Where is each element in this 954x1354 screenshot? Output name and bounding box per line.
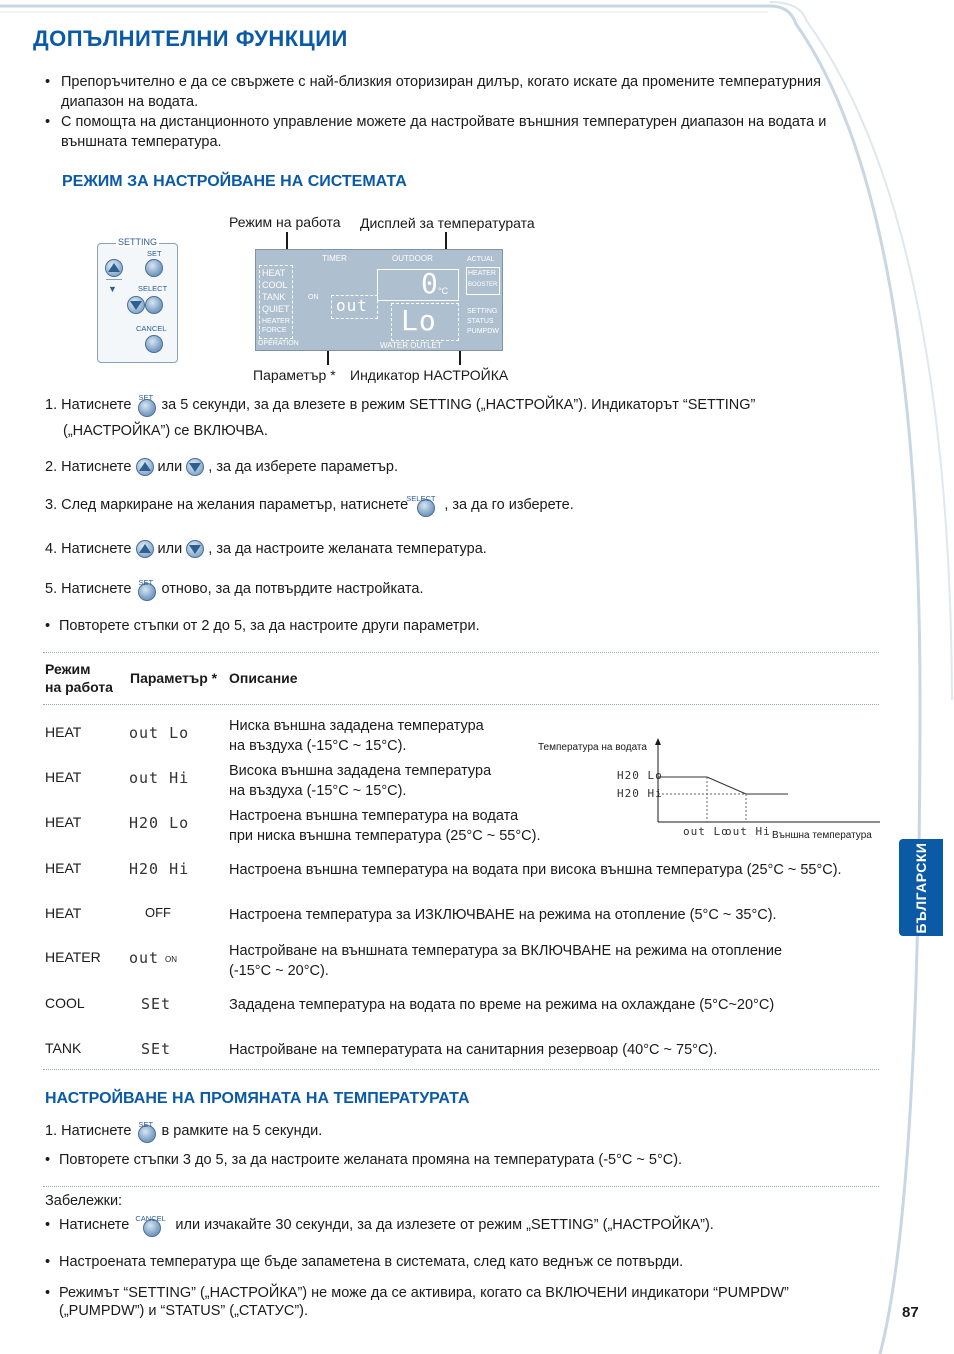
- repeat-note: • Повторете стъпки от 2 до 5, за да настроите други параметри.: [45, 618, 480, 634]
- divider: [43, 652, 879, 653]
- down-button-icon[interactable]: [186, 458, 204, 476]
- set-caption: SET: [138, 1120, 154, 1129]
- row-desc: Настройване на температурата на санитарния резервоар (40°C ~ 75°C).: [229, 1042, 718, 1058]
- lcd-heat: HEAT: [262, 268, 286, 278]
- lcd-actual: ACTUAL: [467, 256, 495, 263]
- lcd-heater: HEATER: [262, 318, 290, 325]
- table-header-mode: Режим на работа: [45, 661, 113, 695]
- callout-mode: Режим на работа: [229, 214, 341, 230]
- cancel-caption: CANCEL: [135, 1214, 166, 1223]
- lcd-water-outlet: WATER OUTLET: [380, 341, 442, 350]
- note-1: • Натиснете CANCEL или изчакайте 30 секунди, за да излезете от режим „SETTING” („НАСТРОЙКА”).: [45, 1212, 714, 1238]
- mini-chart-x-tick: out Hi: [725, 825, 771, 838]
- lcd-outdoor: OUTDOOR: [392, 254, 433, 263]
- row-desc: Ниска външна зададена температура на въздуха (-15°C ~ 15°C).: [229, 718, 484, 754]
- row-desc: Настройване на външната температура за ВКЛЮЧВАНЕ на режима на отопление (-15°C ~ 20°C).: [229, 943, 783, 979]
- mini-chart-x-tick: out Lo: [683, 825, 729, 838]
- up-button-icon[interactable]: [136, 540, 154, 558]
- table-header-param: Параметър *: [130, 670, 218, 686]
- lcd-on: ON: [308, 294, 319, 301]
- lcd-param-segment: out: [336, 296, 368, 315]
- down-arrow-mark: ▼: [108, 284, 117, 294]
- row-param: OFF: [145, 905, 171, 920]
- row-mode: HEAT: [45, 814, 82, 830]
- lcd-pumpdw: PUMPDW: [467, 328, 499, 335]
- page-number: 87: [902, 1304, 919, 1321]
- step-3: 3. След маркиране на желания параметър, натиснете SELECT , за да го изберете.: [45, 492, 574, 518]
- callout-temp-display: Дисплей за температурата: [360, 215, 535, 231]
- language-tab-label: БЪЛГАРСКИ: [913, 842, 929, 933]
- note-3: • Режимът “SETTING” („НАСТРОЙКА”) не може да се активира, когато са ВКЛЮЧЕНИ индикатори “PUMPDW” („PUMPDW”) и “STATUS” („СТАТУС”).: [45, 1285, 789, 1319]
- row-mode: HEAT: [45, 724, 82, 740]
- step-1: 1. Натиснете SET за 5 секунди, за да влезете в режим SETTING („НАСТРОЙКА”). Индикаторът “SETTING” („НАСТРОЙКА”) се ВКЛЮЧВА.: [45, 392, 845, 444]
- mini-chart: [535, 736, 880, 846]
- row-desc: Настроена температура за ИЗКЛЮЧВАНЕ на режима на отопление (5°C ~ 35°C).: [229, 907, 777, 923]
- lcd-temp-segment: 0: [421, 267, 439, 300]
- lcd-temp-box: [377, 269, 459, 301]
- remote-cancel-label: CANCEL: [136, 324, 167, 333]
- mini-chart-y-title: Температура на водата: [538, 742, 647, 753]
- shift-step-1: 1. Натиснете SET в рамките на 5 секунди.: [45, 1118, 322, 1144]
- row-desc: Висока външна зададена температура на въздуха (-15°C ~ 15°C).: [229, 763, 492, 799]
- row-desc: Настроена външна температура на водата при висока външна температура (25°C ~ 55°C).: [229, 862, 842, 878]
- row-mode: COOL: [45, 995, 85, 1011]
- mini-chart-x-title: Външна температура: [772, 830, 872, 841]
- intro-item: • С помощта на дистанционното управление можете да настройвате външния температурен диапазон на водата и външната температура.: [45, 114, 827, 150]
- row-mode: HEAT: [45, 769, 82, 785]
- row-param-sub: ON: [165, 955, 177, 964]
- shift-section-heading: НАСТРОЙВАНЕ НА ПРОМЯНАТА НА ТЕМПЕРАТУРАТА: [45, 1090, 470, 1107]
- row-param: H20 Lo: [129, 814, 190, 832]
- mini-chart-y-tick: H20 Hi: [617, 787, 663, 800]
- remote-setting-label: SETTING: [118, 237, 158, 247]
- step-5: 5. Натиснете SET отново, за да потвърдите настройката.: [45, 576, 424, 602]
- lcd-cool: COOL: [262, 280, 288, 290]
- row-param: out: [129, 949, 160, 967]
- lcd-operation: OPERATION: [258, 340, 299, 347]
- row-mode: HEATER: [45, 949, 101, 965]
- lcd-unit: °C: [438, 286, 449, 296]
- set-caption: SET: [138, 578, 154, 587]
- lcd-tank: TANK: [262, 292, 286, 302]
- divider: [43, 704, 879, 705]
- callout-indicator: Индикатор НАСТРОЙКА: [350, 367, 509, 383]
- row-param: H20 Hi: [129, 860, 190, 878]
- table-header-desc: Описание: [229, 670, 298, 686]
- row-mode: HEAT: [45, 860, 82, 876]
- row-desc: Настроена външна температура на водата при ниска външна температура (25°C ~ 55°C).: [229, 808, 541, 844]
- set-caption: SET: [138, 393, 154, 402]
- lcd-setting: SETTING: [467, 308, 498, 315]
- row-mode: TANK: [45, 1040, 82, 1056]
- note-2: • Настроената температура ще бъде запаметена в системата, след като веднъж се потвърди.: [45, 1254, 684, 1270]
- lcd-timer: TIMER: [322, 254, 347, 263]
- lcd-display: [255, 249, 503, 351]
- row-mode: HEAT: [45, 905, 82, 921]
- row-desc: Зададена температура на водата по време на режима на охлаждане (5°C~20°C): [229, 997, 775, 1013]
- lcd-booster: BOOSTER: [468, 282, 498, 288]
- remote-set-label: SET: [147, 249, 162, 258]
- callout-parameter: Параметър *: [253, 367, 336, 383]
- select-caption: SELECT: [406, 494, 436, 503]
- row-param: out Hi: [129, 769, 190, 787]
- language-tab: [899, 839, 943, 936]
- divider: [43, 1069, 879, 1070]
- up-button-icon[interactable]: [136, 458, 154, 476]
- lcd-booster-heater: HEATER: [468, 270, 496, 277]
- lcd-value-segment: Lo: [401, 304, 437, 337]
- step-4: 4. Натиснете или , за да настроите желаната температура.: [45, 540, 487, 557]
- step-2: 2. Натиснете или , за да изберете параметър.: [45, 458, 399, 475]
- page-title: ДОПЪЛНИТЕЛНИ ФУНКЦИИ: [33, 26, 348, 51]
- down-button-icon[interactable]: [186, 540, 204, 558]
- lcd-force: FORCE: [262, 327, 287, 334]
- row-param: SEt: [141, 1040, 172, 1058]
- mini-chart-y-tick: H20 Lo: [617, 769, 663, 782]
- row-param: SEt: [141, 995, 172, 1013]
- divider: [43, 1186, 879, 1187]
- mini-chart-plot: [535, 736, 880, 846]
- lcd-status: STATUS: [467, 318, 494, 325]
- lcd-quiet: QUIET: [262, 304, 290, 314]
- intro-item: • Препоръчително е да се свържете с най-близкия оторизиран дилър, когато искате да промените температурния диапазон на водата.: [45, 74, 821, 110]
- notes-title: Забележки:: [45, 1193, 123, 1209]
- shift-repeat-note: • Повторете стъпки 3 до 5, за да настроите желаната промяна на температурата (-5°C ~ 5°C).: [45, 1152, 683, 1168]
- system-section-heading: РЕЖИМ ЗА НАСТРОЙВАНЕ НА СИСТЕМАТА: [62, 173, 407, 190]
- row-param: out Lo: [129, 724, 190, 742]
- remote-select-label: SELECT: [138, 284, 168, 293]
